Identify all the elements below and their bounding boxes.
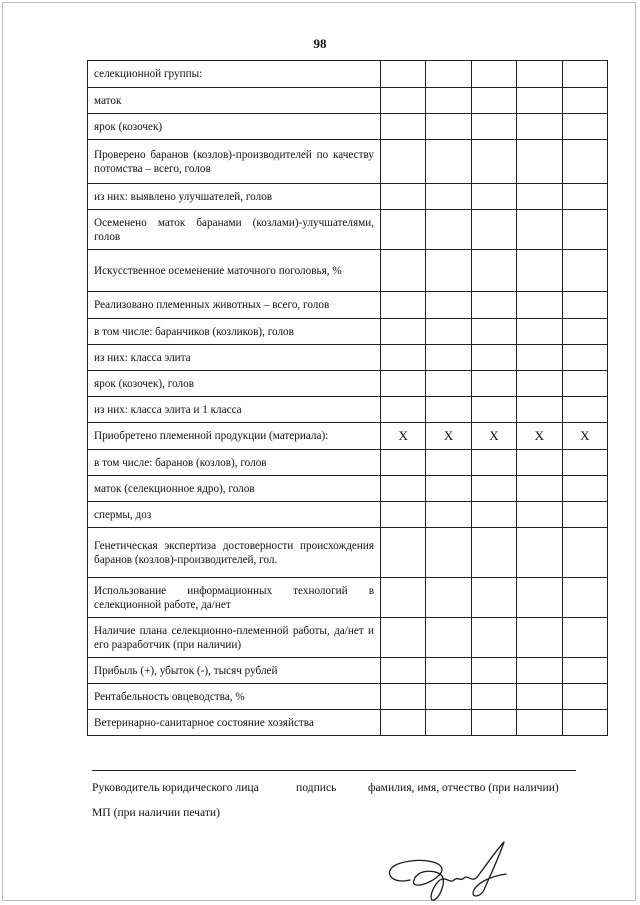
table-cell — [381, 210, 426, 250]
table-cell — [471, 250, 516, 292]
row-label: Приобретено племенной продукции (материала): — [88, 423, 381, 450]
table-cell — [426, 618, 471, 658]
table-cell — [562, 684, 607, 710]
table-cell — [517, 528, 562, 578]
table-cell — [381, 476, 426, 502]
row-label: Искусственное осеменение маточного поголовья, % — [88, 250, 381, 292]
table-cell — [471, 476, 516, 502]
table-cell — [426, 250, 471, 292]
row-label: Использование информационных технологий в селекционной работе, да/нет — [88, 578, 381, 618]
table-cell: X — [381, 423, 426, 450]
table-cell — [562, 450, 607, 476]
table-cell — [381, 371, 426, 397]
row-label: из них: выявлено улучшателей, голов — [88, 184, 381, 210]
table-cell — [381, 502, 426, 528]
row-label: селекционной группы: — [88, 61, 381, 88]
table-cell — [426, 292, 471, 319]
table-cell — [517, 292, 562, 319]
table-cell — [562, 618, 607, 658]
table-cell — [562, 114, 607, 140]
table-cell — [517, 618, 562, 658]
table-cell — [426, 684, 471, 710]
table-cell — [471, 319, 516, 345]
table-cell — [381, 184, 426, 210]
table-cell — [471, 88, 516, 114]
table-row — [88, 502, 608, 528]
row-label: Реализовано племенных животных – всего, голов — [88, 292, 381, 319]
table-row — [88, 319, 608, 345]
table-cell — [517, 184, 562, 210]
table-cell — [426, 578, 471, 618]
table-row — [88, 114, 608, 140]
table-cell — [381, 710, 426, 736]
table-cell — [426, 397, 471, 423]
table-cell — [562, 184, 607, 210]
table-cell — [381, 578, 426, 618]
table-cell — [426, 658, 471, 684]
table-cell — [381, 345, 426, 371]
row-label: Генетическая экспертиза достоверности происхождения баранов (козлов)-производителей, гол. — [88, 528, 381, 578]
row-label: Рентабельность овцеводства, % — [88, 684, 381, 710]
table-cell — [471, 578, 516, 618]
table-cell — [562, 250, 607, 292]
table-cell — [562, 578, 607, 618]
row-label: Наличие плана селекционно-племенной работы, да/нет и его разработчик (при наличии) — [88, 618, 381, 658]
table-row — [88, 184, 608, 210]
table-cell — [471, 345, 516, 371]
table-cell — [562, 140, 607, 184]
table-row — [88, 397, 608, 423]
table-row — [88, 684, 608, 710]
table-cell — [517, 502, 562, 528]
table-cell — [426, 710, 471, 736]
table-row — [88, 345, 608, 371]
table-cell — [471, 502, 516, 528]
table-cell — [426, 114, 471, 140]
table-cell — [517, 140, 562, 184]
row-label: ярок (козочек), голов — [88, 371, 381, 397]
table-cell — [471, 397, 516, 423]
table-cell — [426, 88, 471, 114]
table-cell — [471, 114, 516, 140]
table-cell — [517, 114, 562, 140]
table-cell — [381, 684, 426, 710]
table-cell — [381, 618, 426, 658]
table-cell — [471, 140, 516, 184]
table-cell — [381, 528, 426, 578]
table-cell — [562, 345, 607, 371]
table-row — [88, 658, 608, 684]
table-cell — [471, 658, 516, 684]
table-cell — [562, 210, 607, 250]
table-cell — [381, 450, 426, 476]
table-cell — [471, 710, 516, 736]
table-cell — [426, 450, 471, 476]
table-cell — [381, 88, 426, 114]
table-cell — [562, 397, 607, 423]
table-cell — [562, 319, 607, 345]
table-cell: X — [562, 423, 607, 450]
table-cell — [471, 292, 516, 319]
row-label: из них: класса элита — [88, 345, 381, 371]
table-cell — [517, 61, 562, 88]
table-cell — [381, 250, 426, 292]
table-cell — [426, 345, 471, 371]
row-label: маток (селекционное ядро), голов — [88, 476, 381, 502]
table-cell: X — [471, 423, 516, 450]
table-cell — [562, 710, 607, 736]
table-cell — [426, 140, 471, 184]
table-cell — [381, 658, 426, 684]
table-row — [88, 250, 608, 292]
table-cell — [517, 345, 562, 371]
table-cell — [562, 502, 607, 528]
table-cell — [471, 618, 516, 658]
table-cell — [381, 114, 426, 140]
table-cell — [471, 684, 516, 710]
table-cell — [517, 371, 562, 397]
table-cell — [471, 61, 516, 88]
table-cell — [517, 88, 562, 114]
table-row — [88, 292, 608, 319]
row-label: из них: класса элита и 1 класса — [88, 397, 381, 423]
table-cell — [471, 450, 516, 476]
table-cell — [426, 476, 471, 502]
name-label: фамилия, имя, отчество (при наличии) — [368, 781, 559, 794]
table-cell: X — [517, 423, 562, 450]
table-cell — [562, 528, 607, 578]
table-cell — [517, 476, 562, 502]
table-cell — [471, 184, 516, 210]
table-cell — [426, 184, 471, 210]
table-cell — [426, 371, 471, 397]
table-row — [88, 140, 608, 184]
row-label: Проверено баранов (козлов)-производителей по качеству потомства – всего, голов — [88, 140, 381, 184]
table-row — [88, 618, 608, 658]
table-row — [88, 210, 608, 250]
row-label: в том числе: баранов (козлов), голов — [88, 450, 381, 476]
table-row — [88, 476, 608, 502]
table-cell — [381, 292, 426, 319]
table-cell — [426, 319, 471, 345]
table-row — [88, 423, 608, 450]
table-row — [88, 88, 608, 114]
table-cell — [381, 140, 426, 184]
table-cell — [562, 292, 607, 319]
signature-line — [92, 770, 576, 771]
row-label: Осеменено маток баранами (козлами)-улучшателями, голов — [88, 210, 381, 250]
table-cell — [562, 476, 607, 502]
table-row — [88, 528, 608, 578]
table-row — [88, 371, 608, 397]
table-cell — [562, 88, 607, 114]
stamp-label: МП (при наличии печати) — [92, 806, 220, 819]
table-row — [88, 61, 608, 88]
table-cell — [381, 397, 426, 423]
table-cell — [517, 578, 562, 618]
table-cell — [381, 61, 426, 88]
table-cell — [471, 210, 516, 250]
handwritten-signature — [380, 840, 520, 902]
row-label: спермы, доз — [88, 502, 381, 528]
table-row — [88, 450, 608, 476]
row-label: Ветеринарно-санитарное состояние хозяйства — [88, 710, 381, 736]
head-label: Руководитель юридического лица — [92, 781, 259, 794]
table-cell: X — [426, 423, 471, 450]
table-cell — [562, 61, 607, 88]
row-label: Прибыль (+), убыток (-), тысяч рублей — [88, 658, 381, 684]
page-number: 98 — [313, 36, 327, 51]
sign-label: подпись — [296, 781, 337, 794]
table-cell — [517, 684, 562, 710]
table-cell — [517, 450, 562, 476]
table-cell — [381, 319, 426, 345]
table-row — [88, 578, 608, 618]
report-table — [87, 60, 608, 736]
table-cell — [562, 658, 607, 684]
row-label: маток — [88, 88, 381, 114]
table-cell — [517, 319, 562, 345]
report-table-body — [88, 61, 608, 736]
table-cell — [517, 710, 562, 736]
table-cell — [426, 528, 471, 578]
table-cell — [471, 371, 516, 397]
table-cell — [517, 250, 562, 292]
table-cell — [517, 658, 562, 684]
row-label: ярок (козочек) — [88, 114, 381, 140]
table-cell — [426, 502, 471, 528]
table-cell — [562, 371, 607, 397]
table-cell — [517, 210, 562, 250]
table-cell — [426, 61, 471, 88]
table-cell — [426, 210, 471, 250]
row-label: в том числе: баранчиков (козликов), голов — [88, 319, 381, 345]
table-row — [88, 710, 608, 736]
table-cell — [471, 528, 516, 578]
table-cell — [517, 397, 562, 423]
